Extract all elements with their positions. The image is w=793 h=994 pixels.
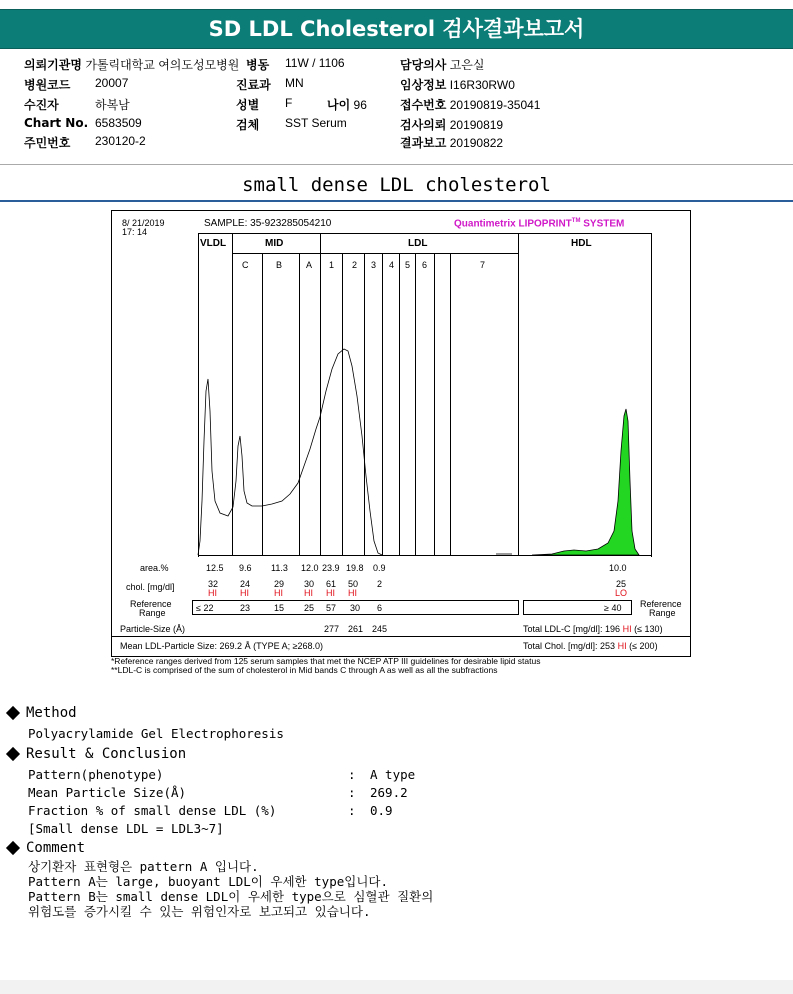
dept-value: MN (285, 76, 304, 90)
ref-label-right-1: Reference (640, 599, 682, 609)
specimen-value: SST Serum (285, 116, 347, 130)
ldl-profile-curve (198, 349, 382, 555)
hdl-chol-flag: LO (615, 588, 628, 598)
method-heading: Method (4, 705, 77, 721)
comment-line: 위험도를 증가시킬 수 있는 위험인자로 보고되고 있습니다. (28, 904, 371, 919)
doctor-label: 담당의사 (400, 58, 447, 72)
area-value: 12.0 (301, 563, 319, 573)
patient-label: 수진자 (24, 98, 59, 112)
result-value: A type (370, 767, 416, 782)
specimen-label: 검체 (236, 118, 260, 132)
chol-value: 30 (304, 579, 315, 589)
ward-label: 병동 (246, 58, 270, 72)
band-label-a: A (306, 260, 313, 270)
clinical-value: I16R30RW0 (449, 78, 515, 92)
divider (0, 164, 793, 165)
ref-value: 25 (304, 603, 315, 613)
mean-ldl-size: Mean LDL-Particle Size: 269.2 Å (TYPE A; ≥268.0) (120, 641, 324, 651)
sample-id: SAMPLE: 35-923285054210 (204, 218, 332, 229)
report-label: 결과보고 (400, 136, 447, 150)
hdl-chol-value: 25 (616, 579, 627, 589)
band-label-b: B (276, 260, 283, 270)
ref-value: 23 (240, 603, 251, 613)
comment-heading: Comment (4, 840, 85, 856)
electrophoresis-profile (112, 211, 690, 656)
area-value: 23.9 (322, 563, 340, 573)
dept-label: 진료과 (236, 78, 271, 92)
band-label-3: 3 (371, 260, 377, 270)
group-vldl: VLDL (200, 238, 227, 249)
group-mid: MID (265, 238, 284, 249)
chol-flag: HI (348, 588, 357, 598)
report-date: 8/ 21/2019 (122, 218, 165, 228)
sex-label: 성별 (236, 98, 260, 112)
bullet-icon (6, 705, 20, 719)
result-label: Mean Particle Size(Å) (28, 785, 187, 800)
particle-value: 245 (372, 624, 388, 634)
doctor-value: 고은실 (449, 58, 485, 72)
area-label: area.% (140, 563, 169, 573)
ref-value: 57 (326, 603, 337, 613)
result-heading: Result & Conclusion (4, 746, 186, 762)
footnote-2: **LDL-C is comprised of the sum of cholesterol in Mid bands C through A as well as all the subfractions (111, 665, 498, 675)
ref-value: ≤ 22 (196, 603, 214, 613)
hospital-code-label: 병원코드 (24, 78, 71, 92)
resident-label: 주민번호 (24, 136, 71, 150)
comment-line: 상기환자 표현형은 pattern A 입니다. (28, 859, 259, 874)
chart-label: Chart No. (24, 116, 89, 130)
total-ldl-row: Total LDL-C [mg/dl]: 196 HI (≤ 130) (523, 624, 663, 634)
page-title: SD LDL Cholesterol 검사결과보고서 (0, 9, 793, 49)
ward-value: 11W / 1106 (285, 56, 345, 70)
result-label: Pattern(phenotype) (28, 767, 164, 782)
chol-value: 29 (274, 579, 285, 589)
group-hdl: HDL (571, 238, 592, 249)
ref-label-left-2: Range (139, 608, 166, 618)
chol-flag: HI (326, 588, 335, 598)
area-value: 19.8 (346, 563, 364, 573)
report-value: 20190822 (449, 136, 504, 150)
ref-value: 15 (274, 603, 285, 613)
ref-label-left-1: Reference (130, 599, 172, 609)
particle-value: 261 (348, 624, 364, 634)
comment-line: Pattern B는 small dense LDL이 우세한 type으로 심혈관 질환의 (28, 889, 434, 904)
result-colon: : (348, 767, 356, 782)
hdl-area-value: 10.0 (609, 563, 627, 573)
chol-flag: HI (274, 588, 283, 598)
section-subtitle: small dense LDL cholesterol (242, 174, 551, 196)
chol-value: 24 (240, 579, 251, 589)
band-label-7: 7 (480, 260, 486, 270)
result-value: 0.9 (370, 803, 393, 818)
comment-line: Pattern A는 large, buoyant LDL이 우세한 type입니다. (28, 874, 388, 889)
receipt-label: 접수번호 (400, 98, 447, 112)
subtitle-underline (0, 200, 793, 202)
row-rule (112, 636, 690, 637)
total-chol-row: Total Chol. [mg/dl]: 253 HI (≤ 200) (523, 641, 658, 651)
chol-value: 50 (348, 579, 359, 589)
particle-value: 277 (324, 624, 340, 634)
ref-label-right-2: Range (649, 608, 676, 618)
ref-value: 6 (377, 603, 383, 613)
band-label-c: C (242, 260, 249, 270)
bullet-icon (6, 840, 20, 854)
area-value: 11.3 (271, 563, 288, 573)
result-colon: : (348, 785, 356, 800)
chol-label: chol. [mg/dl] (126, 582, 175, 592)
hospital-code-value: 20007 (95, 76, 129, 90)
request-label: 검사의뢰 (400, 118, 447, 132)
area-value: 9.6 (239, 563, 252, 573)
chol-flag: HI (208, 588, 217, 598)
chol-flag: HI (304, 588, 313, 598)
institution-label: 의뢰기관명 (24, 58, 82, 72)
chart-value: 6583509 (95, 116, 142, 130)
result-value: 269.2 (370, 785, 408, 800)
band-label-2: 2 (352, 260, 358, 270)
band-label-5: 5 (405, 260, 411, 270)
chol-value: 32 (208, 579, 219, 589)
chol-flag: HI (240, 588, 249, 598)
patient-value: 하복남 (95, 98, 130, 112)
age-label: 나이 (327, 98, 351, 112)
group-ldl: LDL (408, 238, 428, 249)
bullet-icon (6, 746, 20, 760)
chol-value: 61 (326, 579, 337, 589)
footnote-1: *Reference ranges derived from 125 serum samples that met the NCEP ATP III guidelines for desirable lipid status (111, 656, 541, 666)
clinical-label: 임상정보 (400, 78, 447, 92)
hdl-profile-curve (532, 409, 639, 555)
area-value: 0.9 (373, 563, 386, 573)
age-value: 96 (353, 98, 367, 112)
hdl-ref-value: ≥ 40 (604, 603, 622, 613)
request-value: 20190819 (449, 118, 504, 132)
ref-value: 30 (350, 603, 361, 613)
lipoprint-report (111, 210, 691, 657)
brand-logo: Quantimetrix LIPOPRINT™ SYSTEM (454, 218, 625, 230)
chol-value: 2 (377, 579, 383, 589)
band-label-6: 6 (422, 260, 428, 270)
sex-value: F (285, 96, 293, 110)
particle-label: Particle-Size (Å) (120, 624, 186, 634)
report-time: 17: 14 (122, 227, 148, 237)
resident-value: 230120-2 (95, 134, 146, 148)
receipt-value: 20190819-35041 (449, 98, 541, 112)
band-label-4: 4 (389, 260, 395, 270)
area-value: 12.5 (206, 563, 224, 573)
result-label: Fraction % of small dense LDL (%) (28, 803, 277, 818)
institution-value: 가톨릭대학교 여의도성모병원 (85, 58, 240, 72)
band-label-1: 1 (329, 260, 335, 270)
result-colon: : (348, 803, 356, 818)
result-note: [Small dense LDL = LDL3~7] (28, 821, 224, 836)
method-text: Polyacrylamide Gel Electrophoresis (28, 726, 284, 741)
